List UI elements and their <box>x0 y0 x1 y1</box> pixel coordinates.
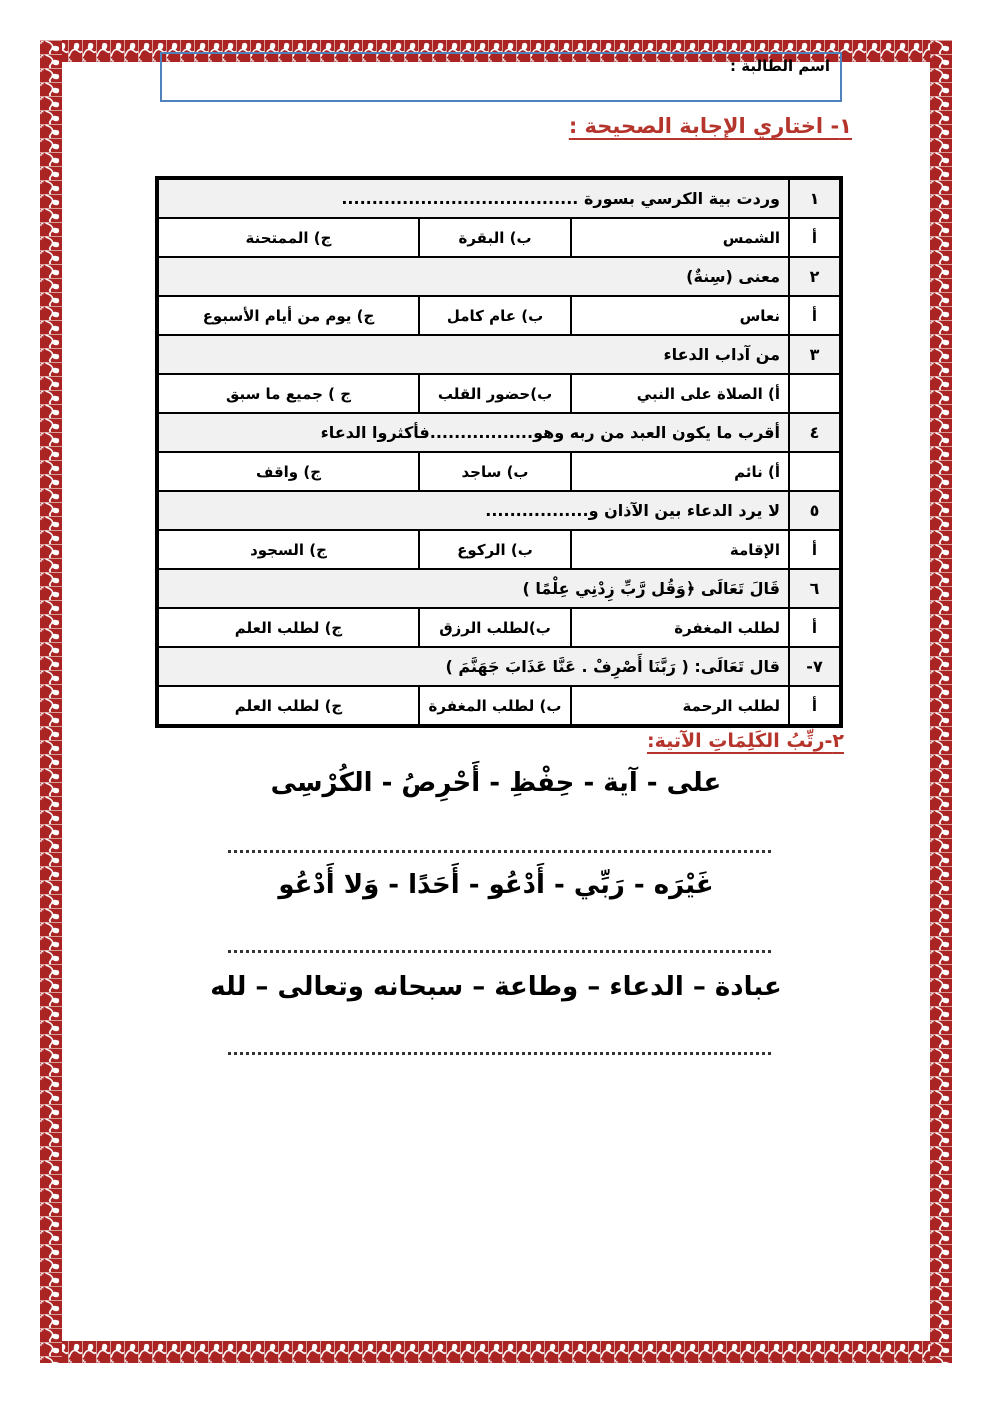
answer-row <box>157 374 841 413</box>
option-b: ب) البقرة <box>419 218 571 257</box>
question-text: أقرب ما يكون العبد من ربه وهو.................فأكثروا الدعاء <box>157 413 789 452</box>
option-b: ب)حضور القلب <box>419 374 571 413</box>
answer-row <box>157 296 841 335</box>
option-a: أ) نائم <box>571 452 789 491</box>
question-row <box>157 491 841 530</box>
question-number: ٥ <box>789 491 841 530</box>
option-a: أ) الصلاة على النبي <box>571 374 789 413</box>
answer-row <box>157 452 841 491</box>
question-text: وردت بية الكرسي بسورة ....................................... <box>157 178 789 218</box>
question-text: لا يرد الدعاء بين الآذان و................. <box>157 491 789 530</box>
answer-row <box>157 530 841 569</box>
question-number: ١ <box>789 178 841 218</box>
answer-letter: أ <box>789 530 841 569</box>
option-a: الشمس <box>571 218 789 257</box>
question-number: ٦ <box>789 569 841 608</box>
option-b: ب)لطلب الرزق <box>419 608 571 647</box>
option-c: ج) لطلب العلم <box>157 608 419 647</box>
option-b: ب) الركوع <box>419 530 571 569</box>
option-c: ج) السجود <box>157 530 419 569</box>
question-number: ٣ <box>789 335 841 374</box>
answer-row <box>157 218 841 257</box>
option-c: ج) يوم من أيام الأسبوع <box>157 296 419 335</box>
answer-letter <box>789 374 841 413</box>
answer-blank-line-3[interactable] <box>228 1042 771 1055</box>
option-a: الإقامة <box>571 530 789 569</box>
question-row <box>157 178 841 218</box>
option-b: ب) لطلب المغفرة <box>419 686 571 726</box>
decorative-border-left <box>40 40 62 1363</box>
option-a: لطلب المغفرة <box>571 608 789 647</box>
option-c: ج) لطلب العلم <box>157 686 419 726</box>
question-text: قال تَعَالَى: ( رَبَّنَا أَصْرِفْ . عَنَّا عَذَابَ جَهَنَّمَ ) <box>157 647 789 686</box>
answer-blank-line-1[interactable] <box>228 840 771 853</box>
question-row <box>157 647 841 686</box>
section2-title: ٢-رتِّبُ الكَلِمَاتِ الآتية: <box>647 730 844 752</box>
answer-letter <box>789 452 841 491</box>
question-number: ٧- <box>789 647 841 686</box>
answer-row <box>157 686 841 726</box>
question-number: ٤ <box>789 413 841 452</box>
question-row <box>157 413 841 452</box>
ordering-words-1: على - آية - حِفْظِ - أَحْرِصُ - الكُرْسِى <box>270 768 722 798</box>
question-row <box>157 335 841 374</box>
quiz-table <box>155 176 843 728</box>
ordering-words-3: عبادة – الدعاء – وطاعة – سبحانه وتعالى – لله <box>210 972 782 1002</box>
option-c: ج) واقف <box>157 452 419 491</box>
student-name-label: اسم الطالبة : <box>730 57 830 75</box>
option-a: نعاس <box>571 296 789 335</box>
answer-letter: أ <box>789 686 841 726</box>
option-c: ج) الممتحنة <box>157 218 419 257</box>
answer-letter: أ <box>789 296 841 335</box>
answer-blank-line-2[interactable] <box>228 940 771 953</box>
student-name-box[interactable] <box>160 52 842 102</box>
answer-letter: أ <box>789 608 841 647</box>
question-row <box>157 257 841 296</box>
question-text: معنى (سِنةٌ) <box>157 257 789 296</box>
answer-row <box>157 608 841 647</box>
option-b: ب) عام كامل <box>419 296 571 335</box>
option-c: ج ) جميع ما سبق <box>157 374 419 413</box>
question-text: من آداب الدعاء <box>157 335 789 374</box>
question-row <box>157 569 841 608</box>
ordering-words-2: غَيْرَه - رَبِّي - أَدْعُو - أَحَدًا - وَلا أَدْعُو <box>278 870 714 900</box>
section1-title: ١- اختاري الإجابة الصحيحة : <box>568 114 852 138</box>
answer-letter: أ <box>789 218 841 257</box>
decorative-border-right <box>930 40 952 1363</box>
option-a: لطلب الرحمة <box>571 686 789 726</box>
decorative-border-bottom <box>40 1341 952 1363</box>
option-b: ب) ساجد <box>419 452 571 491</box>
question-text: قَالَ تَعَالَى ﴿وَقُل رَّبِّ زِدْنِي عِلْمًا ) <box>157 569 789 608</box>
question-number: ٢ <box>789 257 841 296</box>
